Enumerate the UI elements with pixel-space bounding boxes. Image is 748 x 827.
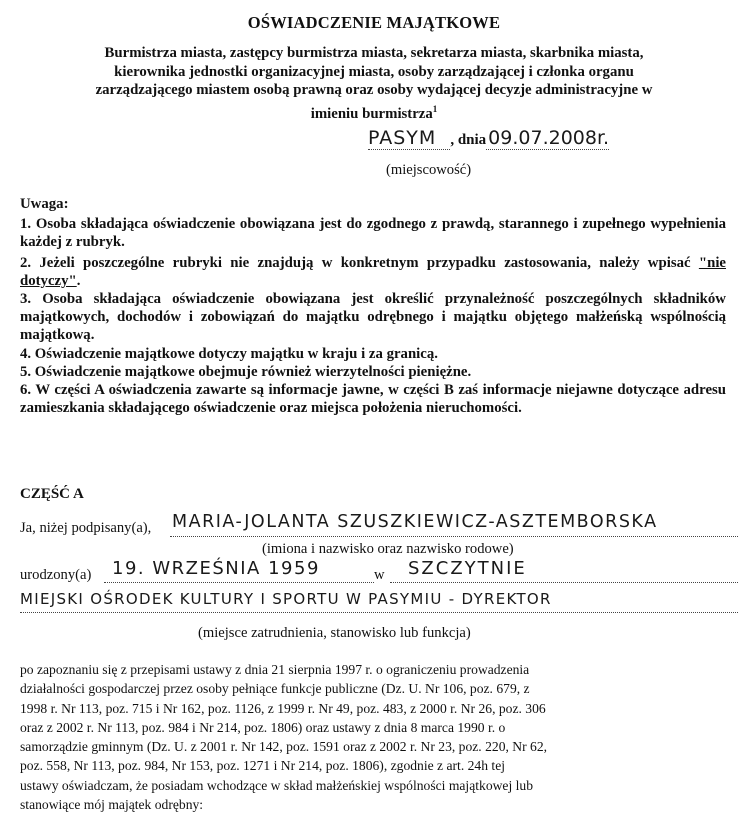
signer-caption: (imiona i nazwisko oraz nazwisko rodowe) [262,541,514,557]
paragraph-line-4: oraz z 2002 r. Nr 113, poz. 984 i Nr 214, poz. 1806) oraz ustawy z dnia 8 marca 1990 r. o [20,719,506,735]
note-5: 5. Oświadczenie majątkowe obejmuje również wierzytelności pieniężne. [20,364,472,380]
birth-place-underline [390,582,738,583]
employment-field[interactable]: MIEJSKI OŚRODEK KULTURY I SPORTU W PASYMIU - DYREKTOR [20,590,552,608]
born-in-label: w [374,567,385,583]
document-subtitle [40,44,708,123]
date-label: , dnia [450,132,487,148]
signer-name-field[interactable]: MARIA-JOLANTA SZUSZKIEWICZ-ASZTEMBORSKA [172,512,658,532]
subtitle-line-3: zarządzającego miastem osobą prawną oraz osoby wydającej decyzje administracyjne w [95,82,653,99]
paragraph-line-6: poz. 558, Nr 113, poz. 984, Nr 153, poz. 1271 i Nr 214, poz. 1806), zgodnie z art. 24h tej [20,758,506,774]
paragraph-line-8: stanowiące mój majątek odrębny: [20,797,204,813]
subtitle-line-2: kierownika jednostki organizacyjnej miasta, osoby zarządzającej i członka organu [114,63,634,80]
birth-date-underline [104,582,374,583]
paragraph-line-3: 1998 r. Nr 113, poz. 715 i Nr 162, poz. 1126, z 1999 r. Nr 49, poz. 483, z 2000 r. Nr 26, poz. 306 [20,700,546,716]
birth-date-field[interactable]: 19. WRZEŚNIA 1959 [112,558,320,579]
paragraph-line-2: działalności gospodarczej przez osoby pełniące funkcje publiczne (Dz. U. Nr 106, poz. 679, z [20,681,530,697]
subtitle-line-4 [40,100,708,124]
signer-underline [170,536,738,537]
signer-label: Ja, niżej podpisany(a), [20,520,152,536]
note-1: 1. Osoba składająca oświadczenie obowiązana jest do zgodnego z prawdą, starannego i zupełnego wypełnienia każdej z rubryk. [20,216,726,251]
paragraph-line-1: po zapoznaniu się z przepisami ustawy z dnia 21 sierpnia 1997 r. o ograniczeniu prowadzenia [20,662,530,677]
place-date-line [368,127,609,149]
footnote-mark: 1 [432,103,438,114]
subtitle-line-1: Burmistrza miasta, zastępcy burmistrza miasta, sekretarza miasta, skarbnika miasta, [104,45,644,61]
birth-place-field[interactable]: SZCZYTNIE [408,558,527,579]
note-2-quote: "nie dotyczy" [20,255,726,290]
note-2-end: . [76,273,81,290]
notes-heading: Uwaga: [20,196,69,212]
note-6: 6. W części A oświadczenia zawarte są informacje jawne, w części B zaś informacje niejawne dotyczące adresu zamieszkania składającego oświadczenie oraz miejsca położenia nieruchomości. [20,382,726,417]
note-4: 4. Oświadczenie majątkowe dotyczy majątku w kraju i za granicą. [20,346,438,362]
employment-caption: (miejsce zatrudnienia, stanowisko lub funkcja) [198,625,471,641]
paragraph-line-7: ustawy oświadczam, że posiadam wchodzące w skład małżeńskiej wspólności majątkowej lub [20,777,534,793]
part-a-heading: CZĘŚĆ A [20,486,84,502]
declaration-paragraph [20,660,720,814]
place-caption: (miejscowość) [386,162,472,178]
place-field[interactable]: PASYM [368,127,450,150]
note-2 [20,254,726,290]
subtitle-line-4-text: imieniu burmistrza [310,105,433,122]
note-2-text: 2. Jeżeli poszczególne rubryki nie znajdują w konkretnym przypadku zastosowania, należy wpisać [20,255,699,271]
date-field[interactable]: 09.07.2008r. [488,127,610,149]
paragraph-line-5: samorządzie gminnym (Dz. U. z 2001 r. Nr 142, poz. 1591 oraz z 2002 r. Nr 23, poz. 220, Nr 62, [20,739,548,755]
note-3: 3. Osoba składająca oświadczenie obowiązana jest określić przynależność poszczególnych składników majątkowych, dochodów i zobowiązań do majątku odrębnego i majątku objętego małżeńską wspólnością majątkową. [20,291,726,344]
employment-underline [20,612,738,613]
born-label: urodzony(a) [20,567,92,583]
document-title: OŚWIADCZENIE MAJĄTKOWE [247,13,501,32]
